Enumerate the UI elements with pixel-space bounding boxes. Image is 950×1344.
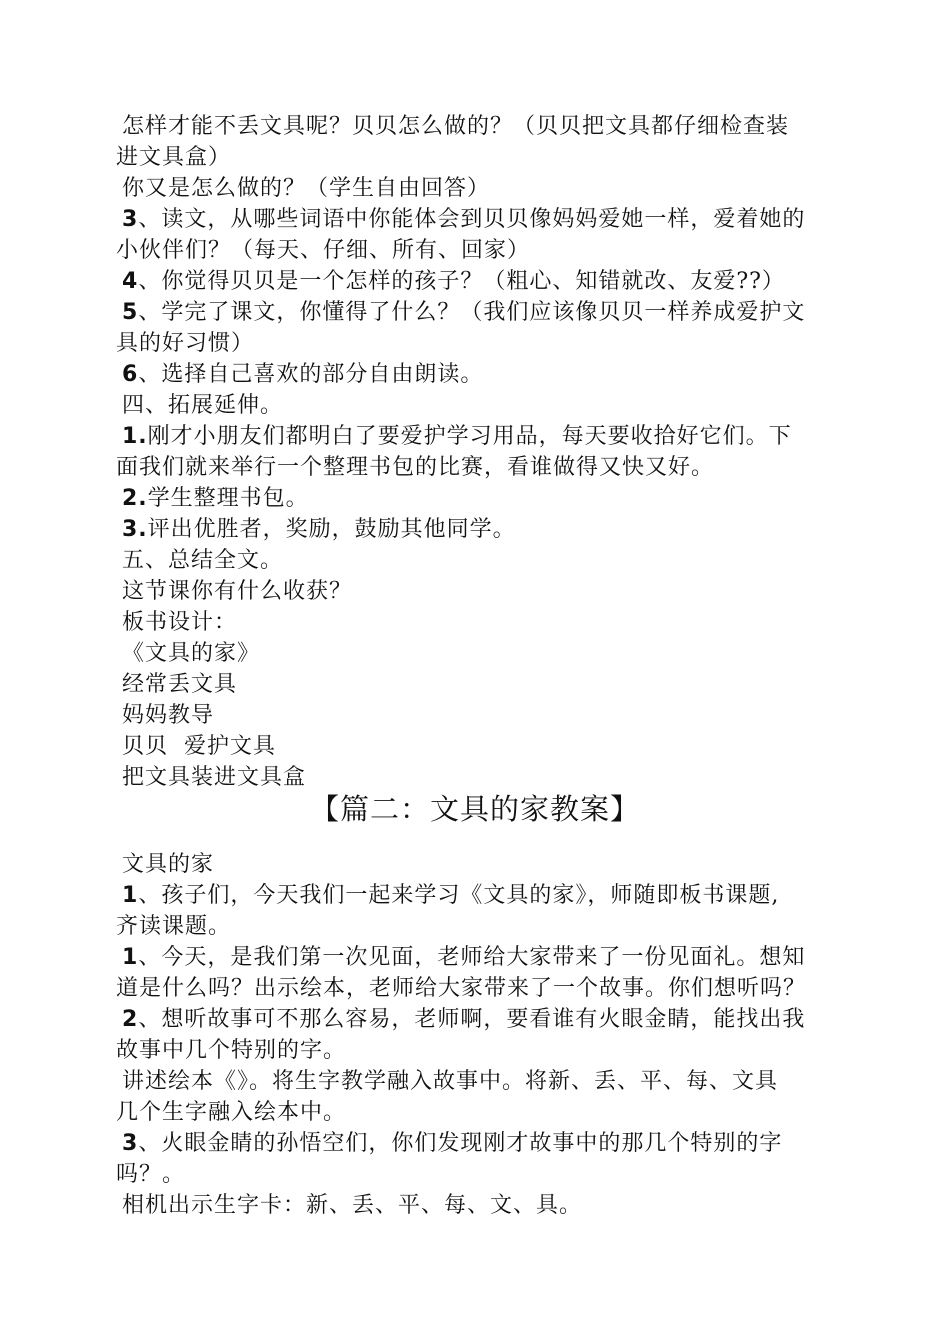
text-line: [116, 576, 862, 607]
line-text: 评出优胜者，奖励，鼓励其他同学。: [147, 517, 516, 542]
line-number: 4: [122, 269, 139, 294]
line-text: 齐读课题。: [116, 914, 232, 939]
line-text: 《文具的家》: [122, 641, 261, 666]
line-text: 、孩子们，今天我们一起来学习《文具的家》，师随即板书课题,: [138, 883, 780, 908]
text-line: [116, 328, 856, 359]
text-line: [116, 1190, 862, 1221]
line-text: 四、拓展延伸。: [122, 393, 284, 418]
line-number: 3: [122, 207, 139, 232]
line-text: 、想听故事可不那么容易，老师啊，要看谁有火眼金睛，能找出我: [138, 1007, 806, 1032]
text-line: [116, 1004, 862, 1035]
section-heading: 【篇二：文具的家教案】: [309, 792, 640, 826]
line-text: 、你觉得贝贝是一个怎样的孩子？（粗心、知错就改、友爱??）: [138, 269, 785, 294]
line-text: 具的好习惯）: [116, 331, 255, 356]
line-text: 学生整理书包。: [147, 486, 309, 511]
line-text: 道是什么吗？出示绘本，老师给大家带来了一个故事。你们想听吗？: [116, 976, 807, 1001]
line-text: 文具的家: [122, 852, 215, 877]
line-text: 吗？。: [116, 1162, 186, 1187]
line-text: 你又是怎么做的？（学生自由回答）: [122, 176, 491, 201]
line-text: 、学完了课文，你懂得了什么？（我们应该像贝贝一样养成爱护文: [138, 300, 806, 325]
text-line: [116, 297, 862, 328]
text-line: [116, 266, 862, 297]
line-text: 故事中几个特别的字。: [116, 1038, 347, 1063]
line-number: 1: [122, 945, 139, 970]
text-line: [116, 1128, 862, 1159]
text-line: [116, 1035, 856, 1066]
text-line: [116, 483, 862, 514]
text-line: [116, 111, 862, 142]
line-number: 2: [122, 1007, 139, 1032]
line-text: 相机出示生字卡：新、丢、平、每、文、具。: [122, 1193, 583, 1218]
line-text: 、火眼金睛的孙悟空们，你们发现刚才故事中的那几个特别的字: [138, 1131, 783, 1156]
line-text: 、读文，从哪些词语中你能体会到贝贝像妈妈爱她一样，爱着她的: [138, 207, 806, 232]
text-line: [116, 204, 862, 235]
line-number: 5: [122, 300, 139, 325]
line-text: 贝贝 爱护文具: [122, 734, 276, 759]
line-number: 6: [122, 362, 139, 387]
text-line: [116, 390, 862, 421]
text-line: [116, 1159, 856, 1190]
line-text: 、选择自己喜欢的部分自由朗读。: [138, 362, 484, 387]
text-line: [116, 700, 862, 731]
line-text: 讲述绘本《》。将生字教学融入故事中。将新、丢、平、每、文具: [122, 1069, 779, 1094]
text-line: [116, 173, 862, 204]
line-text: 把文具装进文具盒: [122, 765, 307, 790]
text-line: [116, 359, 862, 390]
text-line: [116, 731, 862, 762]
line-text: 怎样才能不丢文具呢？贝贝怎么做的？（贝贝把文具都仔细检查装: [122, 114, 790, 139]
line-text: 妈妈教导: [122, 703, 215, 728]
text-line: [116, 607, 862, 638]
text-line: [116, 942, 862, 973]
text-line: [116, 1097, 856, 1128]
text-line: [116, 514, 862, 545]
text-line: [116, 235, 856, 266]
text-line: [116, 545, 862, 576]
line-text: 五、总结全文。: [122, 548, 284, 573]
line-number: 1: [122, 883, 139, 908]
text-line: [116, 1066, 862, 1097]
text-line: [116, 638, 862, 669]
text-line: [116, 452, 856, 483]
line-text: 小伙伴们？（每天、仔细、所有、回家）: [116, 238, 531, 263]
text-line: [116, 880, 862, 911]
line-text: 几个生字融入绘本中。: [116, 1100, 347, 1125]
line-text: 经常丢文具: [122, 672, 238, 697]
line-number: 3.: [122, 517, 148, 542]
line-text: 这节课你有什么收获？: [122, 579, 353, 604]
text-line: [116, 669, 862, 700]
line-number: 3: [122, 1131, 139, 1156]
line-text: 刚才小朋友们都明白了要爱护学习用品，每天要收拾好它们。下: [147, 424, 792, 449]
line-text: 面我们就来举行一个整理书包的比赛，看谁做得又快又好。: [116, 455, 715, 480]
text-line: [116, 421, 862, 452]
text-line: [116, 911, 856, 942]
line-number: 2.: [122, 486, 148, 511]
text-line: [116, 142, 856, 173]
line-number: 1.: [122, 424, 148, 449]
line-text: 板书设计：: [122, 610, 238, 635]
text-line: [116, 973, 856, 1004]
line-text: 、今天，是我们第一次见面，老师给大家带来了一份见面礼。想知: [138, 945, 806, 970]
text-line: [116, 849, 862, 880]
line-text: 进文具盒）: [116, 145, 232, 170]
